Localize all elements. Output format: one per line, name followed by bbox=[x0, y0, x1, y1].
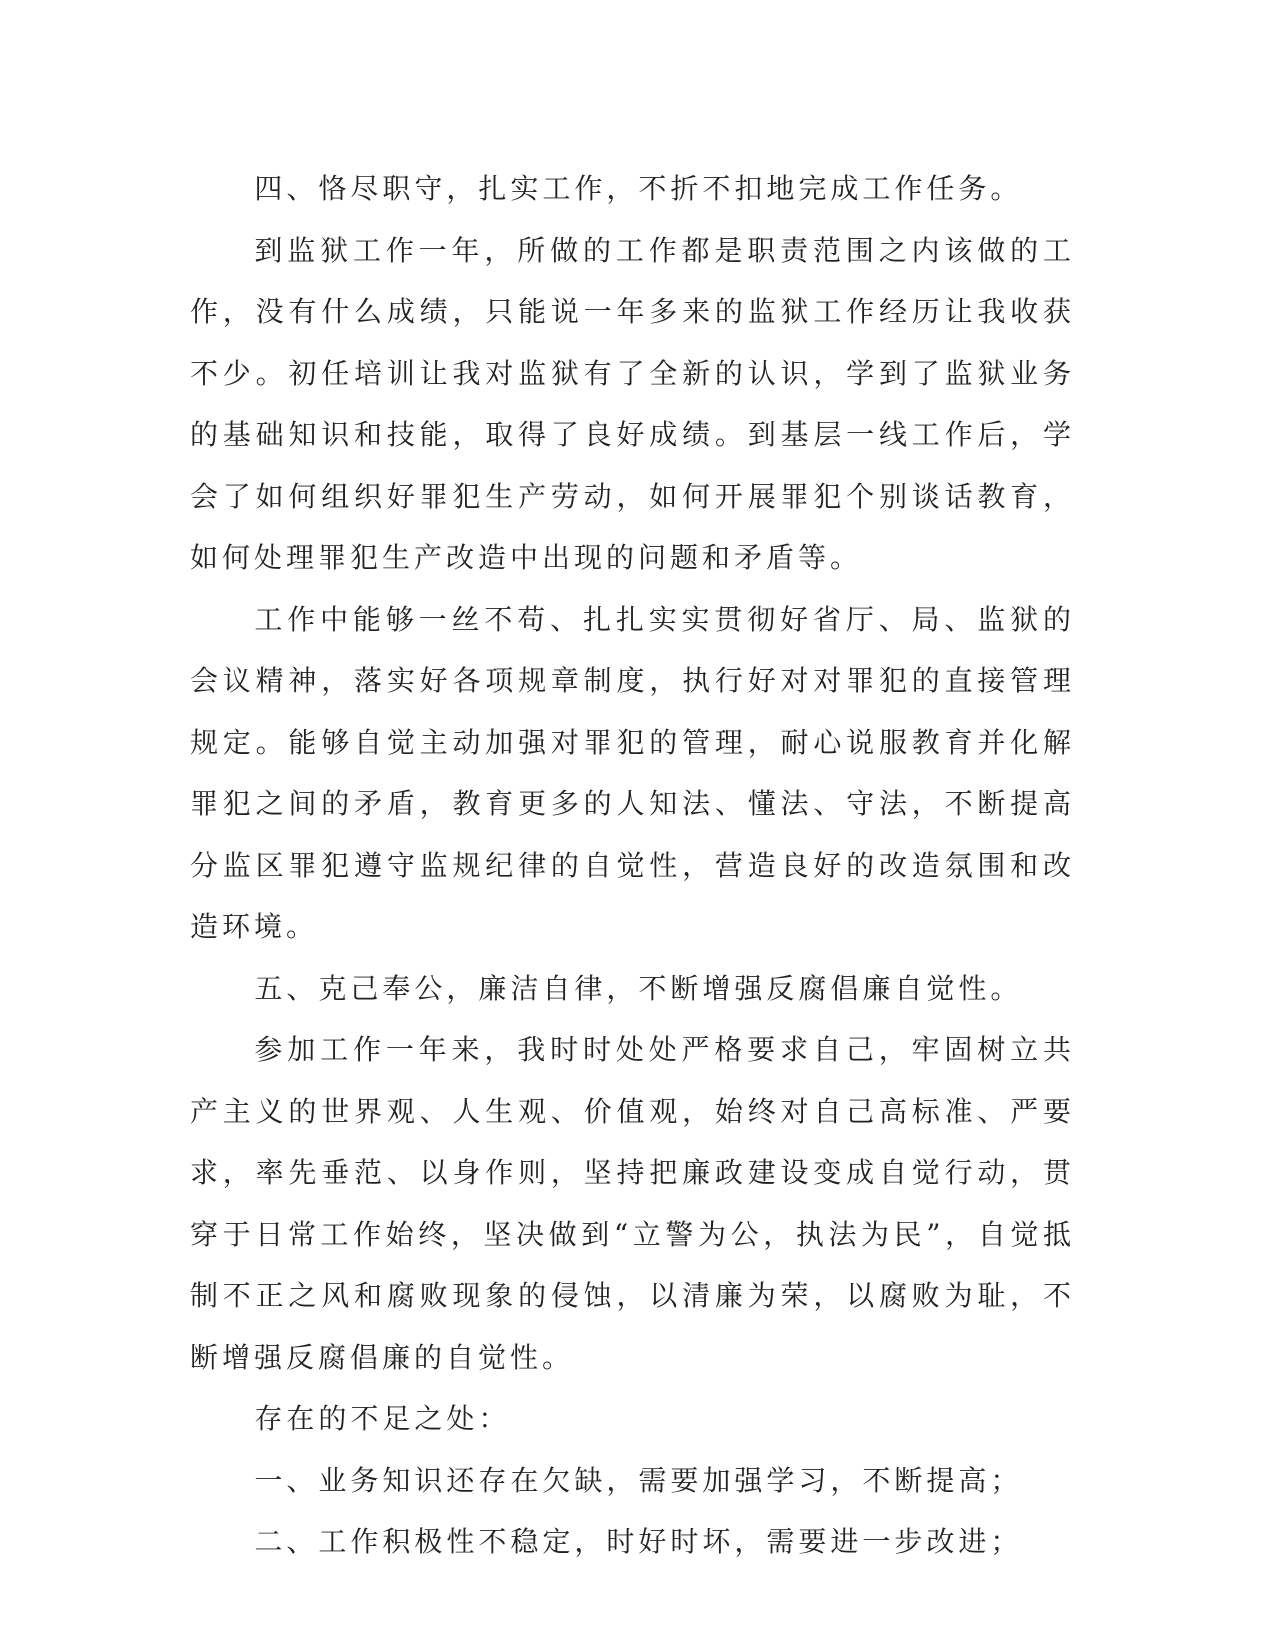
section-heading-5: 五、克己奉公，廉洁自律，不断增强反腐倡廉自觉性。 bbox=[254, 971, 1023, 1005]
paragraph-work-experience: 到监狱工作一年，所做的工作都是职责范围之内该做的工作，没有什么成绩，只能说一年多来的监狱工作经历让我收获不少。初任培训让我对监狱有了全新的认识，学到了监狱业务的基础知识和技能，取得了良好成绩。到基层一线工作后，学会了如何组织好罪犯生产劳动，如何开展罪犯个别谈话教育，如何处理罪犯生产改造中出现的问题和矛盾等。 bbox=[190, 233, 1075, 574]
shortcoming-item-2: 二、工作积极性不稳定，时好时坏，需要进一步改进； bbox=[254, 1525, 1023, 1558]
section-heading-4: 四、恪尽职守，扎实工作，不折不扣地完成工作任务。 bbox=[254, 172, 1023, 205]
shortcoming-item-1: 一、业务知识还存在欠缺，需要加强学习，不断提高； bbox=[254, 1463, 1023, 1497]
shortcomings-heading: 存在的不足之处： bbox=[254, 1402, 511, 1435]
paragraph-work-attitude: 工作中能够一丝不苟、扎扎实实贯彻好省厅、局、监狱的会议精神，落实好各项规章制度，执行好对对罪犯的直接管理规定。能够自觉主动加强对罪犯的管理，耐心说服教育并化解罪犯之间的矛盾，教育更多的人知法、懂法、守法，不断提高分监区罪犯遵守监规纪律的自觉性，营造良好的改造氛围和改造环境。 bbox=[190, 602, 1075, 943]
paragraph-integrity: 参加工作一年来，我时时处处严格要求自己，牢固树立共产主义的世界观、人生观、价值观，始终对自己高标准、严要求，率先垂范、以身作则，坚持把廉政建设变成自觉行动，贯穿于日常工作始终，坚决做到“立警为公，执法为民”，自觉抵制不正之风和腐败现象的侵蚀，以清廉为荣，以腐败为耻，不断增强反腐倡廉的自觉性。 bbox=[190, 1033, 1075, 1374]
document-body bbox=[190, 158, 1075, 1573]
